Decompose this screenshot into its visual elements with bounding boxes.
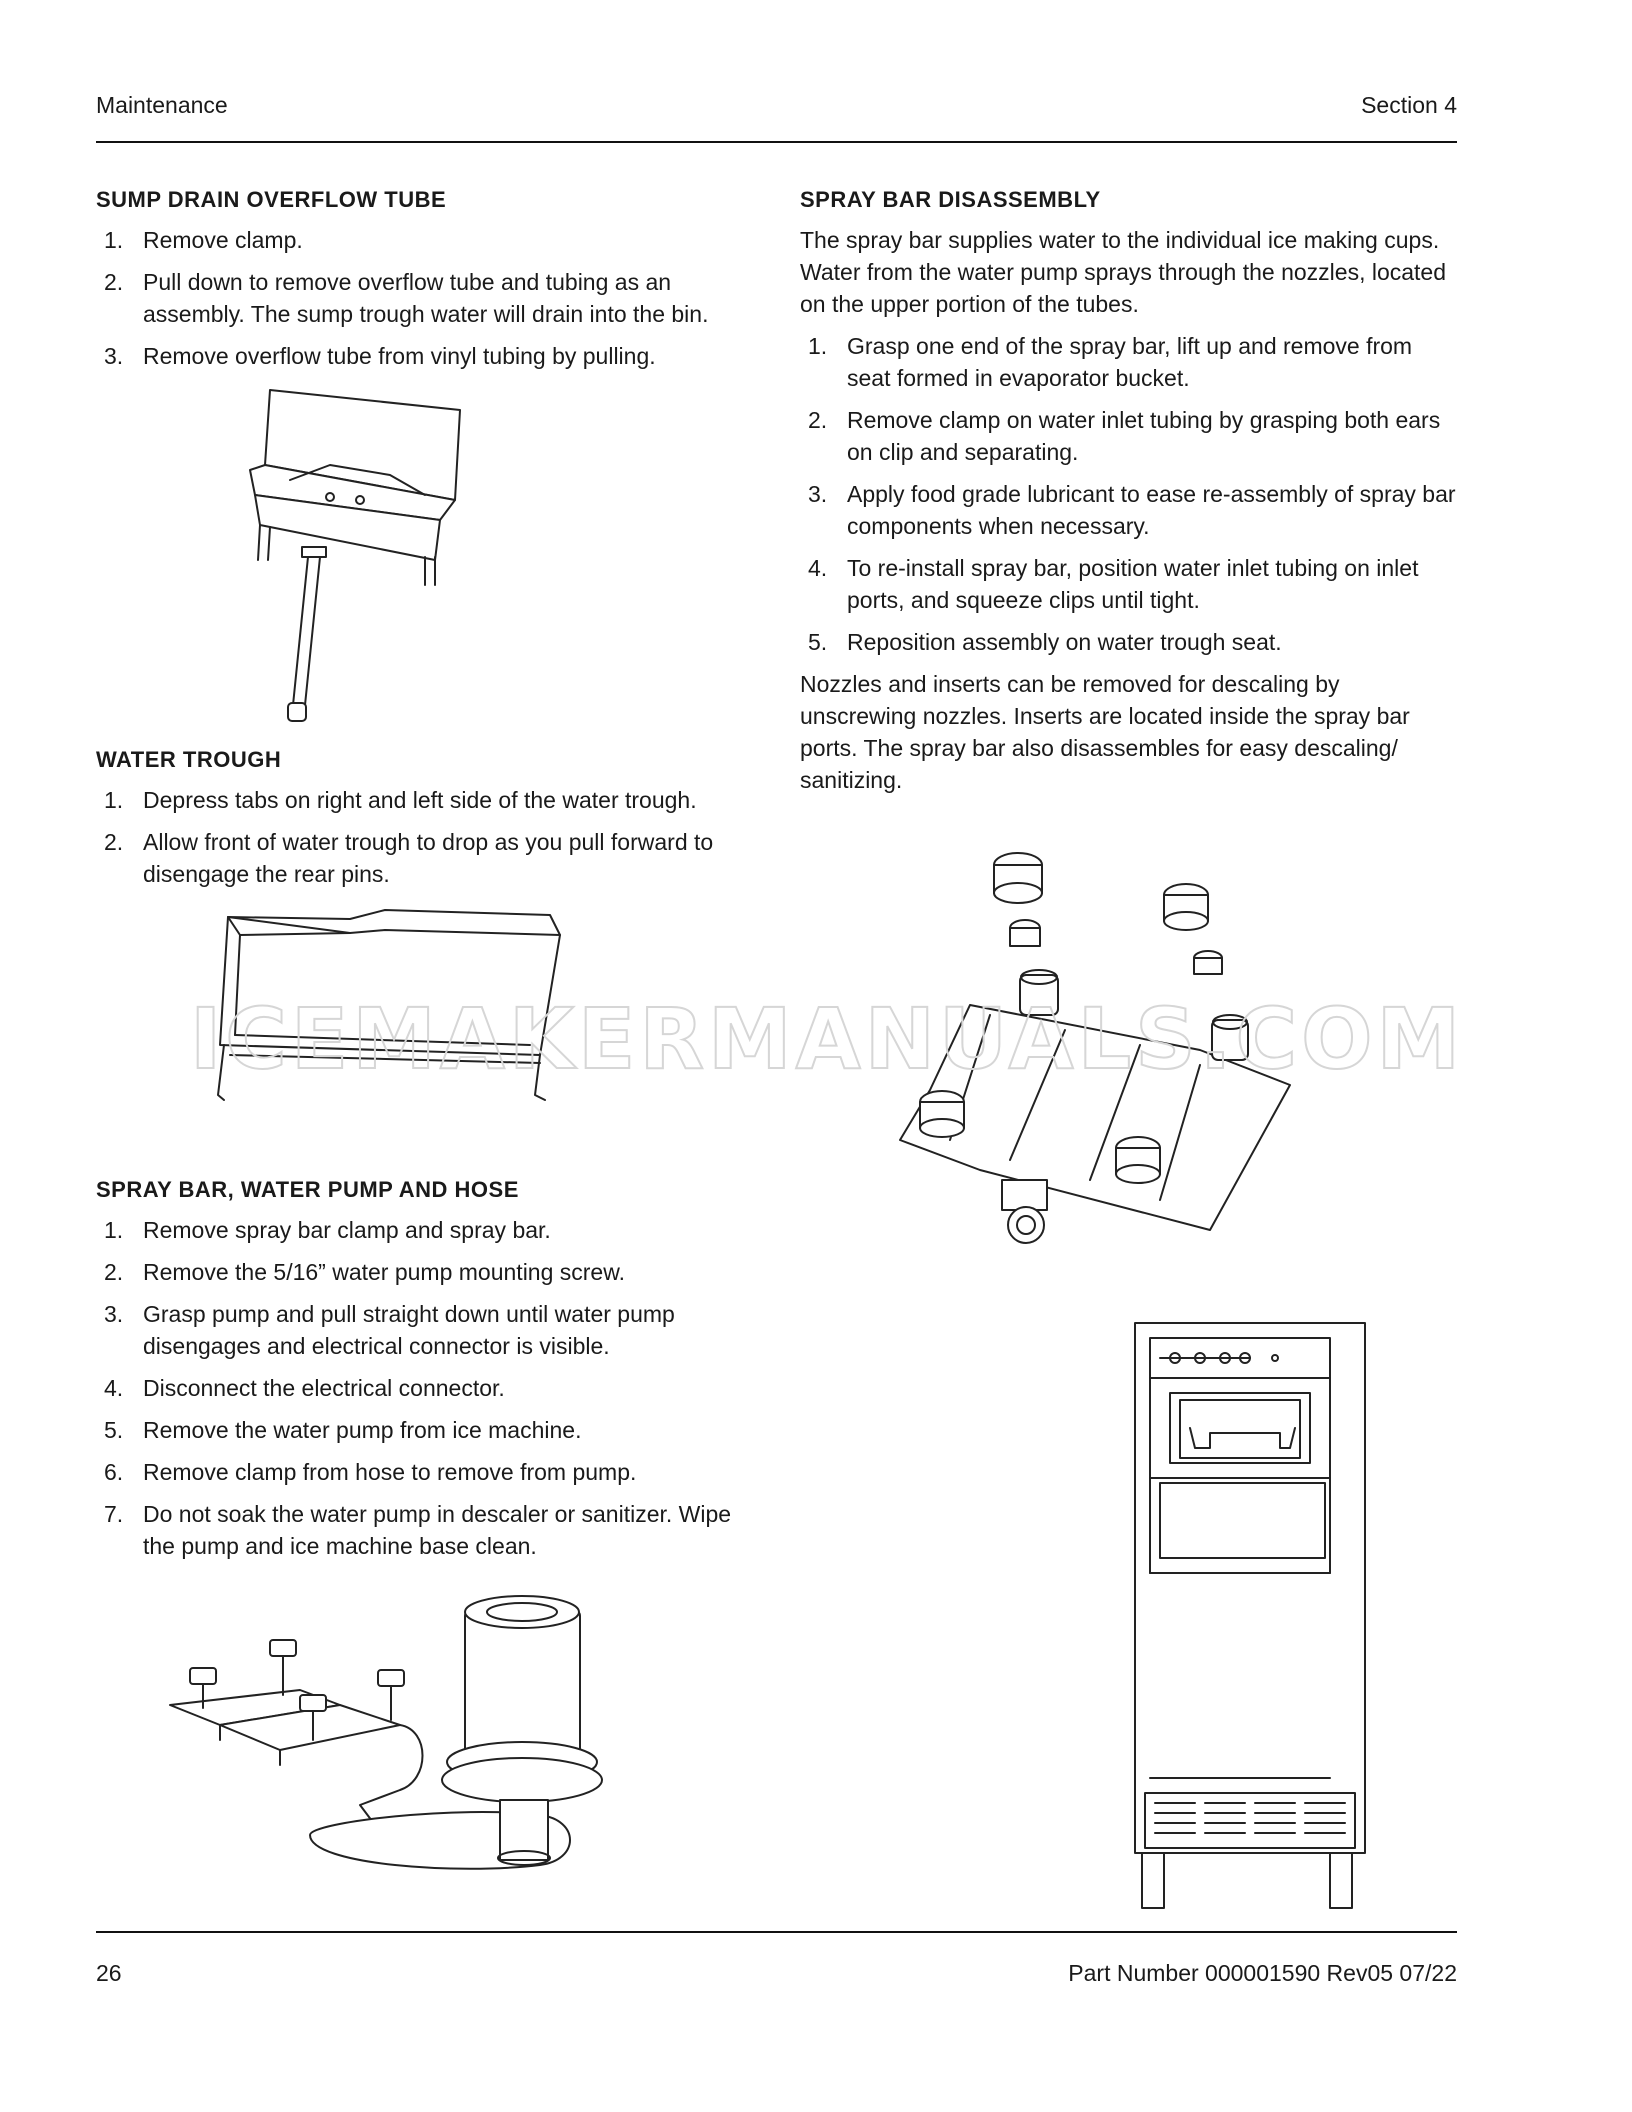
- insert-icon: [1194, 951, 1222, 974]
- ice-machine-illustration: [1130, 1318, 1370, 1918]
- spray-bar-pump-steps: [96, 1214, 756, 1562]
- trough-step-1: 1. Depress tabs on right and left side of the water trough.: [104, 787, 697, 813]
- header-divider: [96, 141, 1457, 143]
- spray-step-1: 1. Grasp one end of the spray bar, lift up and remove from seat formed in evaporator bucket.: [808, 333, 1413, 391]
- nozzle-cap-icon: [1116, 1137, 1160, 1183]
- spray-bar-disassembly-title: SPRAY BAR DISASSEMBLY: [800, 187, 1101, 212]
- nozzle-icon: [378, 1670, 404, 1720]
- part-number: Part Number 000001590 Rev05 07/22: [1068, 1960, 1457, 1986]
- nozzle-icon: [270, 1640, 296, 1695]
- water-pump-illustration: [160, 1590, 630, 1920]
- spray-step-4: 4. To re-install spray bar, position water inlet tubing on inlet ports, and squeeze clips until tight.: [808, 555, 1419, 613]
- spray-step-5: 5. Reposition assembly on water trough seat.: [808, 629, 1282, 655]
- page-number: 26: [96, 1960, 122, 1986]
- pump-step-7: 7. Do not soak the water pump in descaler or sanitizer. Wipe the pump and ice machine base clean.: [104, 1501, 732, 1559]
- spray-bar-intro: The spray bar supplies water to the individual ice making cups. Water from the water pump sprays through the nozzles, located on the upper portion of the tubes.: [800, 227, 1447, 317]
- pump-step-3: 3. Grasp pump and pull straight down until water pump disengages and electrical connector is visible.: [104, 1301, 675, 1359]
- nozzle-cap-icon: [994, 853, 1042, 903]
- watermark-text: ICEMAKERMANUALS.COM: [190, 990, 1465, 1088]
- nozzle-cap-icon: [1164, 884, 1208, 930]
- footer-divider: [96, 1931, 1457, 1933]
- sump-step-2: 2. Pull down to remove overflow tube and tubing as an assembly. The sump trough water will drain into the bin.: [104, 269, 709, 327]
- sump-step-3: 3. Remove overflow tube from vinyl tubing by pulling.: [104, 343, 656, 369]
- sump-drain-illustration: [230, 385, 490, 730]
- insert-icon: [1010, 920, 1040, 946]
- spray-bar-steps: [800, 330, 1460, 658]
- pump-step-6: 6. Remove clamp from hose to remove from pump.: [104, 1459, 637, 1485]
- nozzle-cap-icon: [920, 1091, 964, 1137]
- sump-drain-title: SUMP DRAIN OVERFLOW TUBE: [96, 187, 447, 212]
- spray-bar-outro: Nozzles and inserts can be removed for descaling by unscrewing nozzles. Inserts are located inside the spray bar ports. The spray bar also disassembles for easy descaling/ sanitizing.: [800, 671, 1410, 793]
- pump-step-5: 5. Remove the water pump from ice machine.: [104, 1417, 582, 1443]
- header-section-number: Section 4: [1361, 92, 1457, 118]
- sump-drain-section: [96, 186, 756, 382]
- water-trough-section: [96, 746, 756, 900]
- spray-bar-pump-title: SPRAY BAR, WATER PUMP AND HOSE: [96, 1177, 519, 1202]
- sump-step-1: 1. Remove clamp.: [104, 227, 303, 253]
- pump-step-1: 1. Remove spray bar clamp and spray bar.: [104, 1217, 551, 1243]
- water-trough-title: WATER TROUGH: [96, 747, 282, 772]
- spray-bar-disassembly-section: [800, 186, 1460, 806]
- spray-step-2: 2. Remove clamp on water inlet tubing by grasping both ears on clip and separating.: [808, 407, 1441, 465]
- water-trough-steps: [96, 784, 756, 890]
- spray-bar-pump-section: [96, 1176, 756, 1572]
- trough-step-2: 2. Allow front of water trough to drop as you pull forward to disengage the rear pins.: [104, 829, 714, 887]
- pump-step-2: 2. Remove the 5/16” water pump mounting screw.: [104, 1259, 625, 1285]
- sump-drain-steps: [96, 224, 756, 372]
- header-section-name: Maintenance: [96, 92, 228, 118]
- pump-step-4: 4. Disconnect the electrical connector.: [104, 1375, 505, 1401]
- spray-step-3: 3. Apply food grade lubricant to ease re-assembly of spray bar components when necessary.: [808, 481, 1456, 539]
